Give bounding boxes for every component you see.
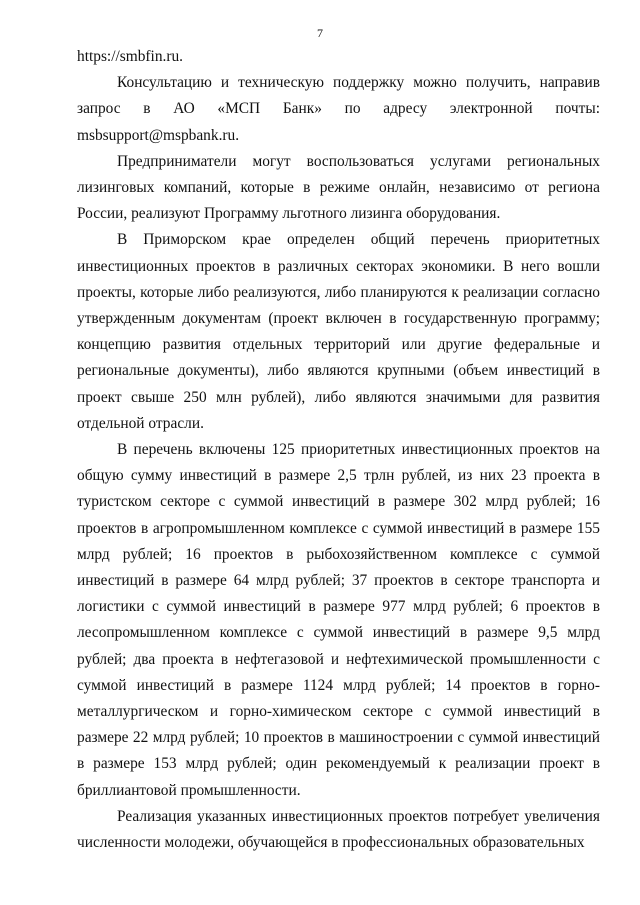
page-number: 7 [317, 26, 323, 40]
paragraph-investments: В перечень включены 125 приоритетных инвестиционных проектов на общую сумму инвестиций в размере 2,5 трлн рублей, из них 23 проекта в туристском секторе с суммой инвестиций в размере 302 млрд рублей; 16 проектов в агропромышленном комплексе с суммой инвестиций в размере 155 млрд рублей; 16 проектов в рыбохозяйственном комплексе с суммой инвестиций в размере 64 млрд рублей; 37 проектов в секторе транспорта и логистики с суммой инвестиций в размере 977 млрд рублей; 6 проектов в лесопромышленном комплексе с суммой инвестиций в размере 9,5 млрд рублей; два проекта в нефтегазовой и нефтехимической промышленности с суммой инвестиций в размере 1124 млрд рублей; 14 проектов в горно-металлургическом и горно-химическом секторе с суммой инвестиций в размере 22 млрд рублей; 10 проектов в машиностроении с суммой инвестиций в размере 153 млрд рублей; один рекомендуемый к реализации проект в бриллиантовой промышленности. [77, 441, 600, 799]
paragraph-youth: Реализация указанных инвестиционных проектов потребует увеличения численности молодежи, обучающейся в профессиональных образовательных [77, 807, 600, 852]
paragraph-support: Консультацию и техническую поддержку можно получить, направив запрос в АО «МСП Банк» по адресу электронной почты: msbsupport@mspbank.ru. [77, 74, 600, 144]
paragraph-url: https://smbfin.ru. [77, 48, 184, 65]
paragraph-priority-list: В Приморском крае определен общий перечень приоритетных инвестиционных проектов в различных секторах экономики. В него вошли проекты, которые либо реализуются, либо планируются к реализации согласно утвержденным документам (проект включен в государственную программу; концепцию развития отдельных территорий или другие федеральные и региональные документы), либо являются крупными (объем инвестиций в проект свыше 250 млн рублей), либо являются значимыми для развития отдельной отрасли. [77, 231, 600, 432]
paragraph-leasing: Предприниматели могут воспользоваться услугами региональных лизинговых компаний, которые в режиме онлайн, независимо от региона России, реализуют Программу льготного лизинга оборудования. [77, 152, 600, 223]
body-text [77, 44, 600, 856]
